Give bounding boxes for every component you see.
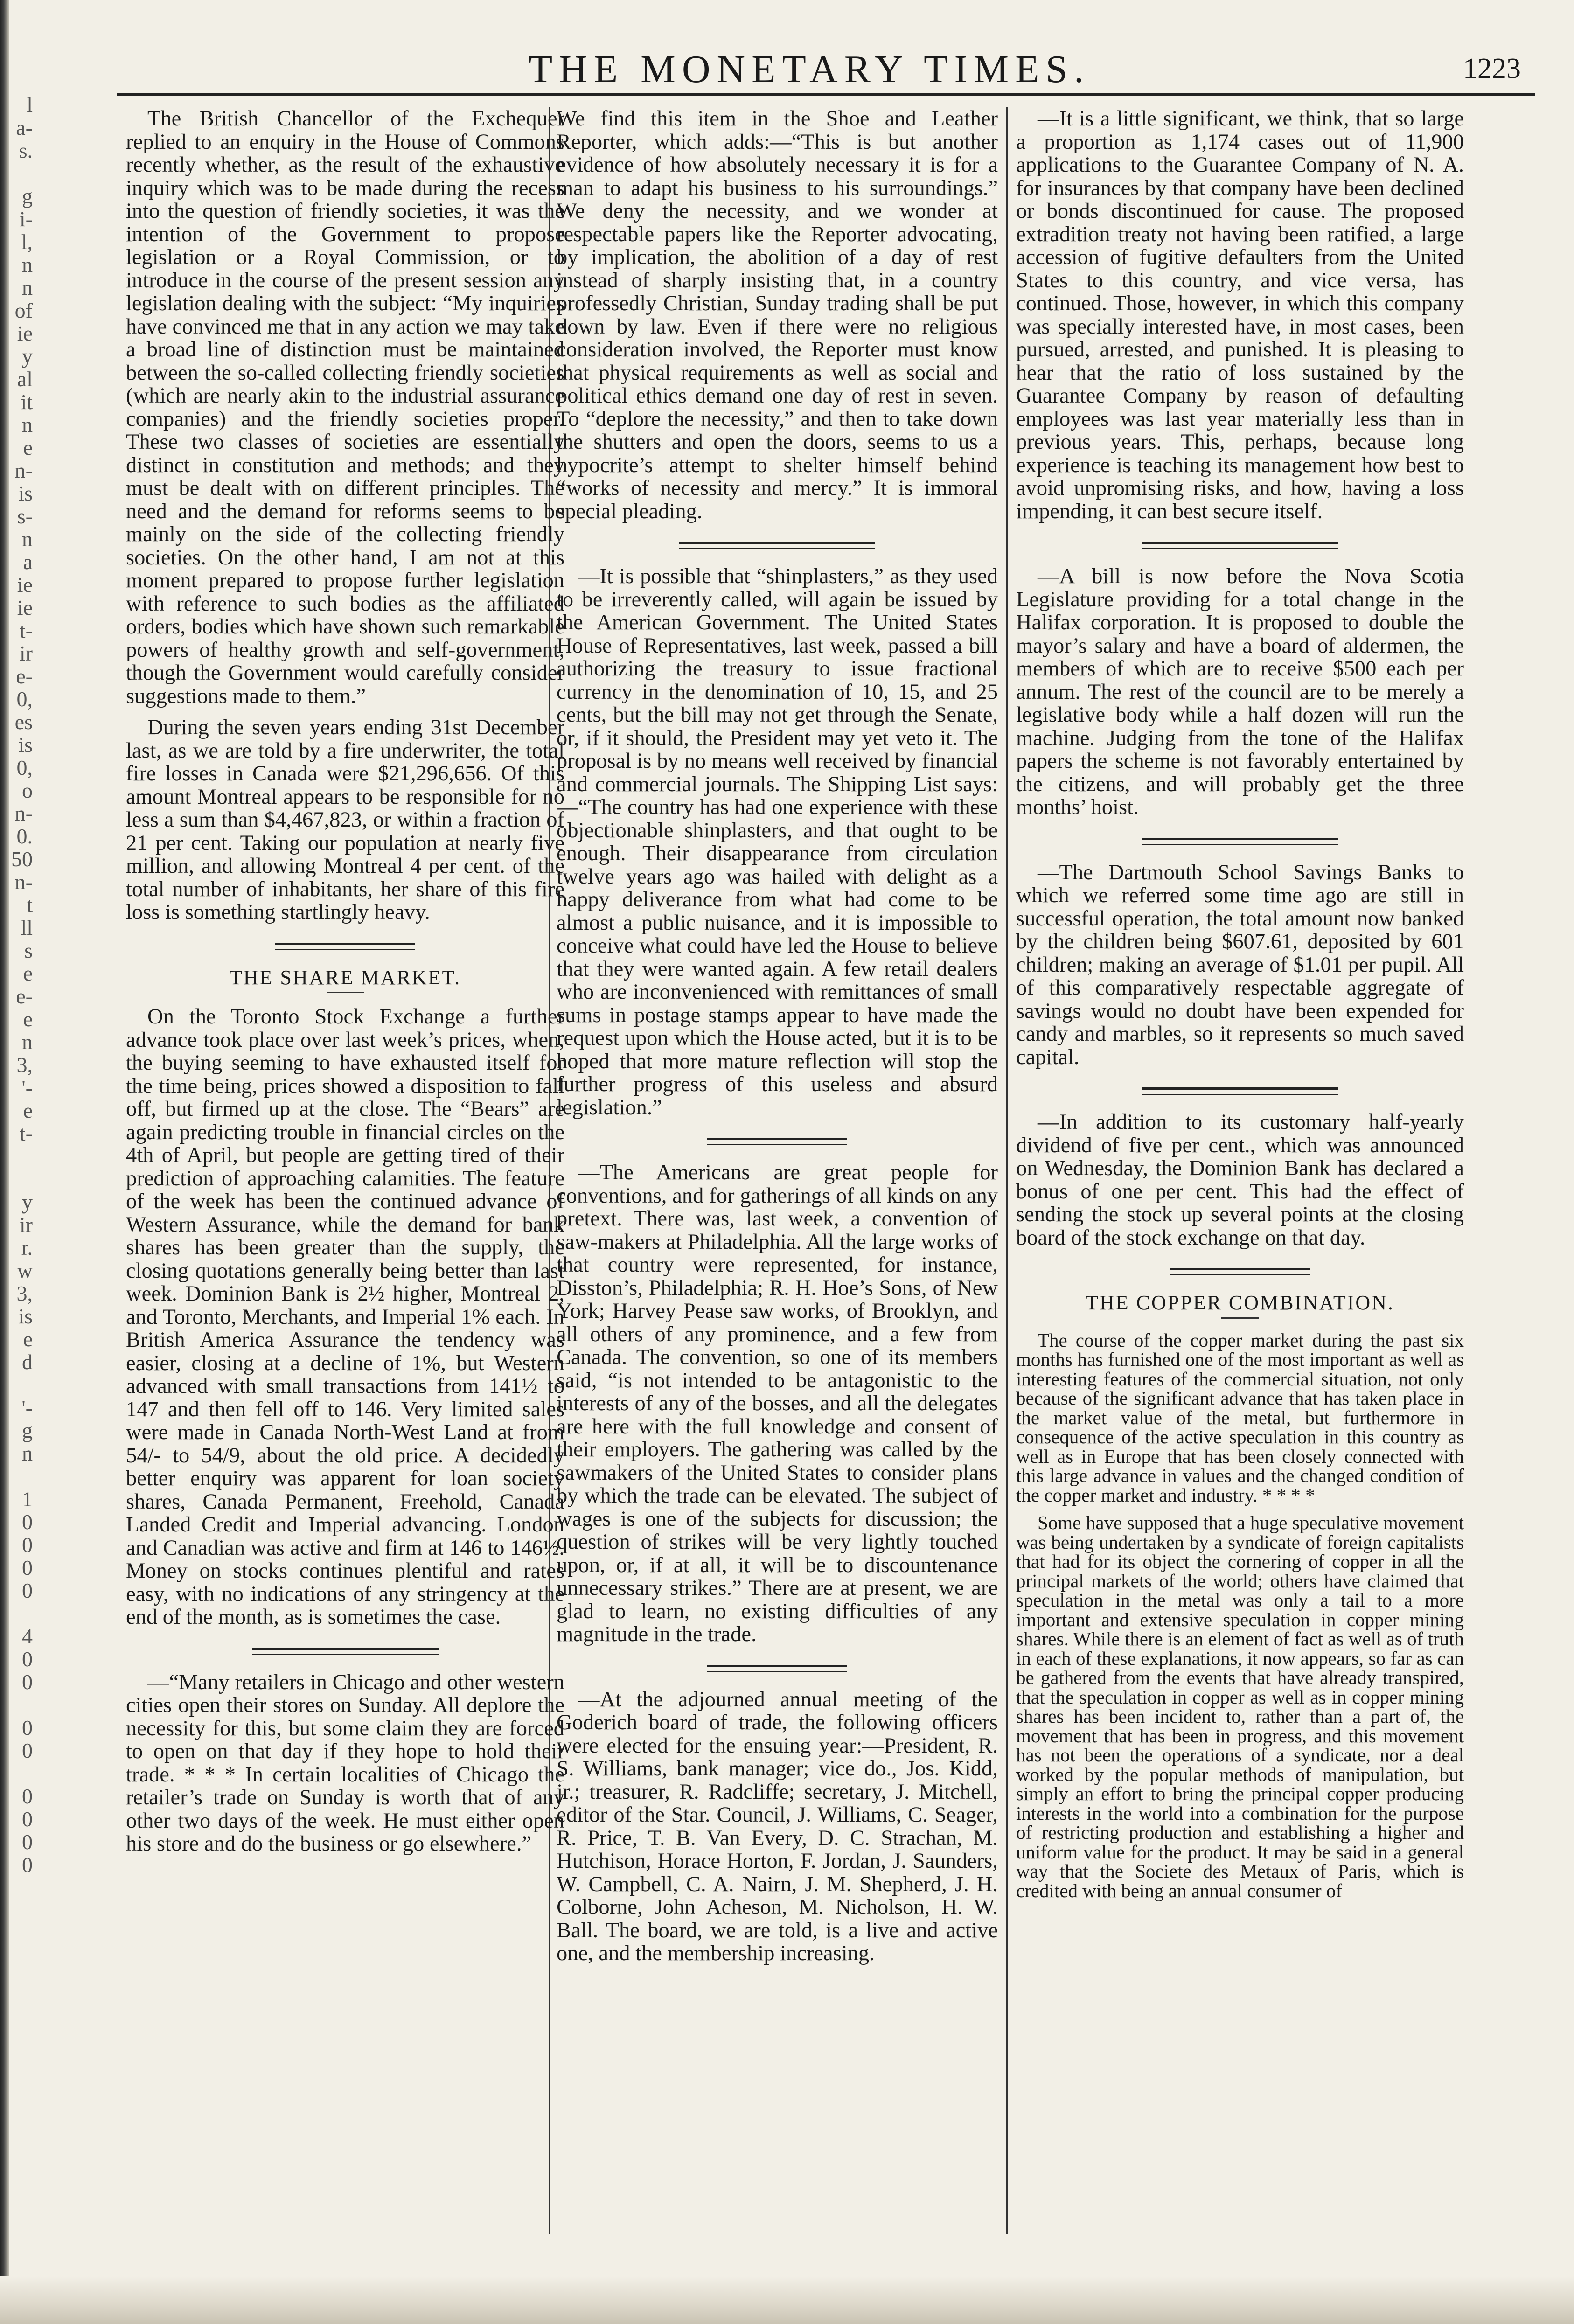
margin-fragment: n [22, 253, 33, 277]
margin-fragment: 0, [16, 756, 33, 779]
margin-fragment: s- [17, 504, 33, 528]
margin-fragment: y [22, 1190, 33, 1214]
margin-fragment: 4 [22, 1624, 33, 1648]
margin-fragment: t- [19, 619, 33, 642]
column-2 [557, 107, 998, 2234]
margin-fragment: 0 [22, 1533, 33, 1557]
margin-fragment: e [23, 1327, 33, 1351]
margin-fragment: l, [21, 230, 33, 254]
margin-fragment: ir [19, 641, 33, 665]
margin-fragment: 0 [22, 1739, 33, 1762]
margin-fragment: e [23, 961, 33, 985]
margin-fragment [10, 1693, 33, 1716]
masthead-title: THE MONETARY TIMES. [528, 48, 1091, 91]
margin-fragment: i- [19, 207, 33, 231]
article-dominion-bank-bonus: —In addition to its customary half-yearly dividend of five per cent., which was announced on Wednesday, the Dominion Bank has declared a bonus of one per cent. This had the effect of sending the stock up several points at the closing board of the stock exchange on that day. [1016, 1110, 1464, 1250]
section-rule [1142, 1087, 1338, 1095]
margin-fragment: o [22, 779, 33, 802]
margin-fragment: s [24, 939, 33, 962]
facing-page-margin-fragments [10, 93, 33, 2239]
section-rule [1142, 838, 1338, 845]
margin-fragment: 0 [22, 1647, 33, 1671]
margin-fragment: n [22, 1441, 33, 1465]
margin-fragment: is [18, 481, 33, 505]
margin-fragment: e- [16, 664, 33, 688]
margin-fragment: ie [17, 321, 33, 345]
margin-fragment: g [22, 184, 33, 208]
article-copper-speculation: Some have supposed that a huge speculative movement was being undertaken by a syndicate of foreign capitalists that had for its object the cornering of copper in all the principal markets of the world; others have claimed that speculation in the metal was only a tail to a more important and extensive speculation in copper mining shares. While there is an element of fact as well as of truth in each of these explanations, it now appears, so far as can be gathered from the events that have already transpired, that the speculation in copper as well as in copper mining shares has been incident to, rather than a part of, the movement that has been in progress, and this movement has not been the operations of a syndicate, nor a deal worked by the popular methods of manipulation, but simply an effort to bring the principal copper producing interests in the world into a combination for the purpose of restricting production and establishing a higher and uniform value for the product. It may be said in a general way that the Societe des Metaux of Paris, which is credited with being an annual consumer of [1016, 1512, 1464, 1901]
margin-fragment: n [22, 1030, 33, 1054]
margin-fragment: n- [14, 801, 33, 825]
section-rule [252, 1648, 439, 1655]
margin-fragment: 0 [22, 1853, 33, 1877]
margin-fragment: is [18, 1304, 33, 1328]
margin-fragment: n [22, 527, 33, 551]
article-share-market: On the Toronto Stock Exchange a further advance took place over last week’s prices, when, the buying seeming to have exhausted itself for the time being, prices showed a disposition to fall off, but firmed up at the close. The “Bears” are again predicting trouble in financial circles on the 4th of April, but people are getting tired of their prediction of approaching calamities. The feature of the week has been the continued advance of Western Assurance, while the demand for bank shares has been greater than the supply, the closing quotations generally being better than last week. Dominion Bank is 2½ higher, Montreal 2, and Toronto, Merchants, and Imperial 1% each. In British America Assurance the tendency was easier, closing at a decline of 1%, but Western advanced with small transactions from 141½ to 147 and then fell off to 146. Very limited sales were made in Canada North-West Land at from 54/- to 54/9, about the old price. A decidedly better enquiry was apparent for loan society shares, Canada Permanent, Freehold, Canada Landed Credit and Imperial advancing. London and Canadian was active and firm at 146 to 146½. Money on stocks continues plentiful and rates easy, with no indications of any stringency at the end of the month, as is sometimes the case. [126, 1005, 564, 1629]
header-rule [117, 93, 1535, 96]
article-copper-intro: The course of the copper market during the past six months has furnished one of the most important as well as interesting features of the commercial situation, not only because of the significant advance that has taken place in the market value of the metal, but furthermore in consequence of the active speculation in this country as well as in Europe that has been closely connected with this large advance in values and the changed condition of the copper market and industry. * * * * [1016, 1329, 1464, 1506]
section-rule [1170, 1268, 1310, 1275]
margin-fragment: es [14, 710, 33, 734]
margin-fragment: ir [19, 1213, 33, 1237]
heading-copper-combination: THE COPPER COMBINATION. [1086, 1291, 1394, 1314]
column-divider [1006, 107, 1008, 2234]
article-shinplasters: —It is possible that “shinplasters,” as they used to be irreverently called, will again be issued by the American Government. The United States House of Representatives, last week, passed a bill authorizing the treasury to issue fractional currency in the denomination of 10, 15, and 25 cents, but the bill may not get through the Senate, or, if it should, the President may yet veto it. The proposal is by no means well received by financial and commercial journals. The Shipping List says:—“The country has had one experience with these objectionable shinplasters, and that ought to be enough. Their disappearance from circulation twelve years ago was hailed with delight as a happy deliverance from what had come to be almost a public nuisance, and it is impossible to conceive what could have led the House to believe that they were wanted again. A few retail dealers who are inconvenienced with remittances of small sums in postage stamps appear to have made the request upon which the House acted, but it is to be hoped that more mature reflection will stop the further progress of this useless and absurd legislation.” [557, 564, 998, 1120]
page-number: 1223 [1463, 53, 1521, 84]
margin-fragment: al [17, 367, 33, 391]
margin-fragment: 3, [16, 1281, 33, 1305]
article-chicago-retailers: —“Many retailers in Chicago and other western cities open their stores on Sunday. All deplore the necessity for this, but some claim they are forced to open on that day if they hope to hold their trade. * * * In certain localities of Chicago the retailer’s trade on Sunday is worth that of any other two days of the week. He must either open his store and do the business or go elsewhere.” [126, 1670, 564, 1856]
heading-share-market: THE SHARE MARKET. [229, 966, 461, 989]
margin-fragment: s. [19, 139, 33, 162]
margin-fragment: 0 [22, 1579, 33, 1602]
margin-fragment: e [23, 1007, 33, 1031]
article-nova-scotia-bill: —A bill is now before the Nova Scotia Legislature providing for a total change in the Halifax corporation. It is proposed to double the mayor’s salary and have a board of aldermen, the members of which are to receive $500 each per annum. The rest of the council are to be merely a legislative body while a half dozen will run the machine. Judging from the tone of the Halifax papers the scheme is not favorably entertained by the citizens, and will probably get the three months’ hoist. [1016, 564, 1464, 819]
margin-fragment: 50 [11, 847, 33, 871]
margin-fragment: ll [21, 916, 33, 939]
margin-fragment: 1 [22, 1487, 33, 1511]
margin-fragment [10, 162, 33, 185]
margin-fragment [10, 1602, 33, 1625]
article-fire-losses: During the seven years ending 31st December last, as we are told by a fire underwriter, the total fire losses in Canada were $21,296,656. Of this amount Montreal appears to be responsible for no less a sum than $4,467,823, or within a fraction of 21 per cent. Taking our population at nearly five million, and allowing Montreal 4 per cent. of the total number of inhabitants, her share of this fire loss is something startlingly heavy. [126, 716, 564, 924]
margin-fragment: r. [21, 1236, 33, 1259]
margin-fragment: n- [14, 459, 33, 482]
margin-fragment [10, 1465, 33, 1488]
margin-fragment: n [22, 413, 33, 437]
page-bottom-edge [0, 2276, 1574, 2324]
margin-fragment: a [23, 550, 33, 574]
margin-fragment: t- [19, 1121, 33, 1145]
margin-fragment [10, 1145, 33, 1168]
section-rule [707, 1138, 847, 1145]
margin-fragment: is [18, 733, 33, 757]
section-rule [275, 943, 415, 950]
margin-fragment: 0 [22, 1670, 33, 1694]
article-saw-makers-convention: —The Americans are great people for conventions, and for gatherings of all kinds on any pretext. There was, last week, a convention of saw-makers at Philadelphia. All the large works of that country were represented, for instance, Disston’s, Philadelphia; R. H. Hoe’s Sons, of New York; Harvey Pease saw works, of Brooklyn, and all others of any prominence, and a few from Canada. The convention, so one of its members said, “is not intended to be antagonistic to the interests of any of the bosses, and all the delegates are here with the full knowledge and consent of their employers. The gathering was called by the sawmakers of the United States to consider plans by which the trade can be elevated. The subject of wages is one of the subjects for discussion; the question of strikes will be very lightly touched upon, or, if at all, it will be to discountenance unnecessary strikes.” There are at present, we are glad to learn, no existing difficulties of any magnitude in the trade. [557, 1161, 998, 1646]
margin-fragment: e [23, 436, 33, 459]
margin-fragment: it [21, 390, 33, 414]
section-rule [707, 1665, 847, 1672]
column-1 [126, 107, 564, 2234]
margin-fragment: '- [21, 1076, 33, 1099]
margin-fragment [10, 1373, 33, 1396]
margin-fragment: d [22, 1350, 33, 1374]
margin-fragment: ie [17, 596, 33, 619]
margin-fragment: n- [14, 870, 33, 894]
margin-fragment: 0 [22, 1807, 33, 1831]
page-header [121, 28, 1539, 93]
margin-fragment: 0 [22, 1510, 33, 1534]
margin-fragment: w [17, 1259, 33, 1282]
book-spine-shadow [0, 0, 9, 2324]
margin-fragment: 0 [22, 1716, 33, 1740]
margin-fragment: 0 [22, 1556, 33, 1579]
article-friendly-societies: The British Chancellor of the Exchequer replied to an enquiry in the House of Commons recently whether, as the result of the exhaustive inquiry which was to be made during the recess into the question of friendly societies, it was the intention of the Government to propose legislation or a Royal Commission, or to introduce in the course of the present session any legislation dealing with the subject: “My inquiries have convinced me that in any action we may take a broad line of distinction must be maintained between the so-called collecting friendly societies (which are nearly akin to the industrial assurance companies) and the friendly societies proper. These two classes of societies are essentially distinct in constitution and methods; and they must be dealt with on different principles. The need and the demand for reforms seems to be mainly on the side of the collecting friendly societies. On the other hand, I am not at this moment prepared to propose further legislation with reference to such bodies as the affiliated orders, bodies which have shown such remarkable powers of healthy growth and self-government, though the Government would carefully consider suggestions made to them.” [126, 107, 564, 708]
margin-fragment: 0 [22, 1830, 33, 1854]
margin-fragment [10, 1762, 33, 1785]
margin-fragment: g [22, 1419, 33, 1442]
margin-fragment: e [23, 1099, 33, 1122]
margin-fragment: t [27, 893, 33, 917]
margin-fragment: a- [16, 116, 33, 139]
margin-fragment: '- [21, 1396, 33, 1419]
margin-fragment: 0. [16, 824, 33, 848]
article-sunday-trading: We find this item in the Shoe and Leather Reporter, which adds:—“This is but another evidence of how absolutely necessary it is for a man to adapt his business to his surroundings.” We deny the necessity, and we wonder at respectable papers like the Reporter advocating, by implication, the abolition of a day of rest instead of sharply insisting that, in a country professedly Christian, Sunday trading shall be put down by law. Even if there were no religious consideration involved, the Reporter must know that physical requirements as well as social and political ethics demand one day of rest in seven. To “deplore the necessity,” and then to take down the shutters and open the doors, seems to us a hypocrite’s attempt to shelter himself behind “works of necessity and mercy.” It is immoral special pleading. [557, 107, 998, 523]
margin-fragment: l [27, 93, 33, 117]
column-3 [1016, 107, 1464, 2234]
margin-fragment: ie [17, 573, 33, 597]
article-dartmouth-savings: —The Dartmouth School Savings Banks to which we referred some time ago are still in successful operation, the total amount now banked by the children being $607.61, deposited by 601 children; making an average of $1.01 per pupil. All of this comparatively respectable aggregate of savings would no doubt have been expended for candy and marbles, so it represents so much saved capital. [1016, 860, 1464, 1069]
margin-fragment: of [14, 299, 33, 322]
section-rule [1142, 542, 1338, 549]
margin-fragment: 3, [16, 1053, 33, 1077]
heading-underline [1221, 1317, 1259, 1319]
margin-fragment: y [22, 344, 33, 368]
margin-fragment: n [22, 276, 33, 299]
margin-fragment: 0 [22, 1784, 33, 1808]
margin-fragment [10, 1168, 33, 1190]
margin-fragment: 0, [16, 687, 33, 711]
heading-underline [327, 992, 364, 993]
article-goderich-board-of-trade: —At the adjourned annual meeting of the Goderich board of trade, the following officers were elected for the ensuing year:—President, R. S. Williams, bank manager; vice do., Jos. Kidd, jr.; treasurer, R. Radcliffe; secretary, J. Mitchell, editor of the Star. Council, J. Williams, C. Seager, R. Price, T. B. Van Every, D. C. Strachan, M. Hutchison, Horace Horton, F. Jordan, J. Saunders, W. Campbell, C. A. Nairn, J. M. Shepherd, J. H. Colborne, John Acheson, M. Nicholson, H. W. Ball. The board, we are told, is a live and active one, and the membership increasing. [557, 1687, 998, 1965]
section-rule [679, 542, 875, 549]
margin-fragment: e- [16, 984, 33, 1008]
article-guarantee-company: —It is a little significant, we think, that so large a proportion as 1,174 cases out of 11,900 applications to the Guarantee Company of N. A. for insurances by that company have been declined or bonds discontinued for cause. The proposed extradition treaty not having been ratified, a large accession of fugitive defaulters from the United States to this country, and vice versa, has continued. Those, however, in which this company was specially interested have, in most cases, been pursued, arrested, and punished. It is pleasing to hear that the ratio of loss sustained by the Guarantee Company by reason of defaulting employees was last year materially less than in previous years. This, perhaps, because long experience is teaching its management how best to avoid unpromising risks, and how, having a loss impending, it can best secure itself. [1016, 107, 1464, 523]
